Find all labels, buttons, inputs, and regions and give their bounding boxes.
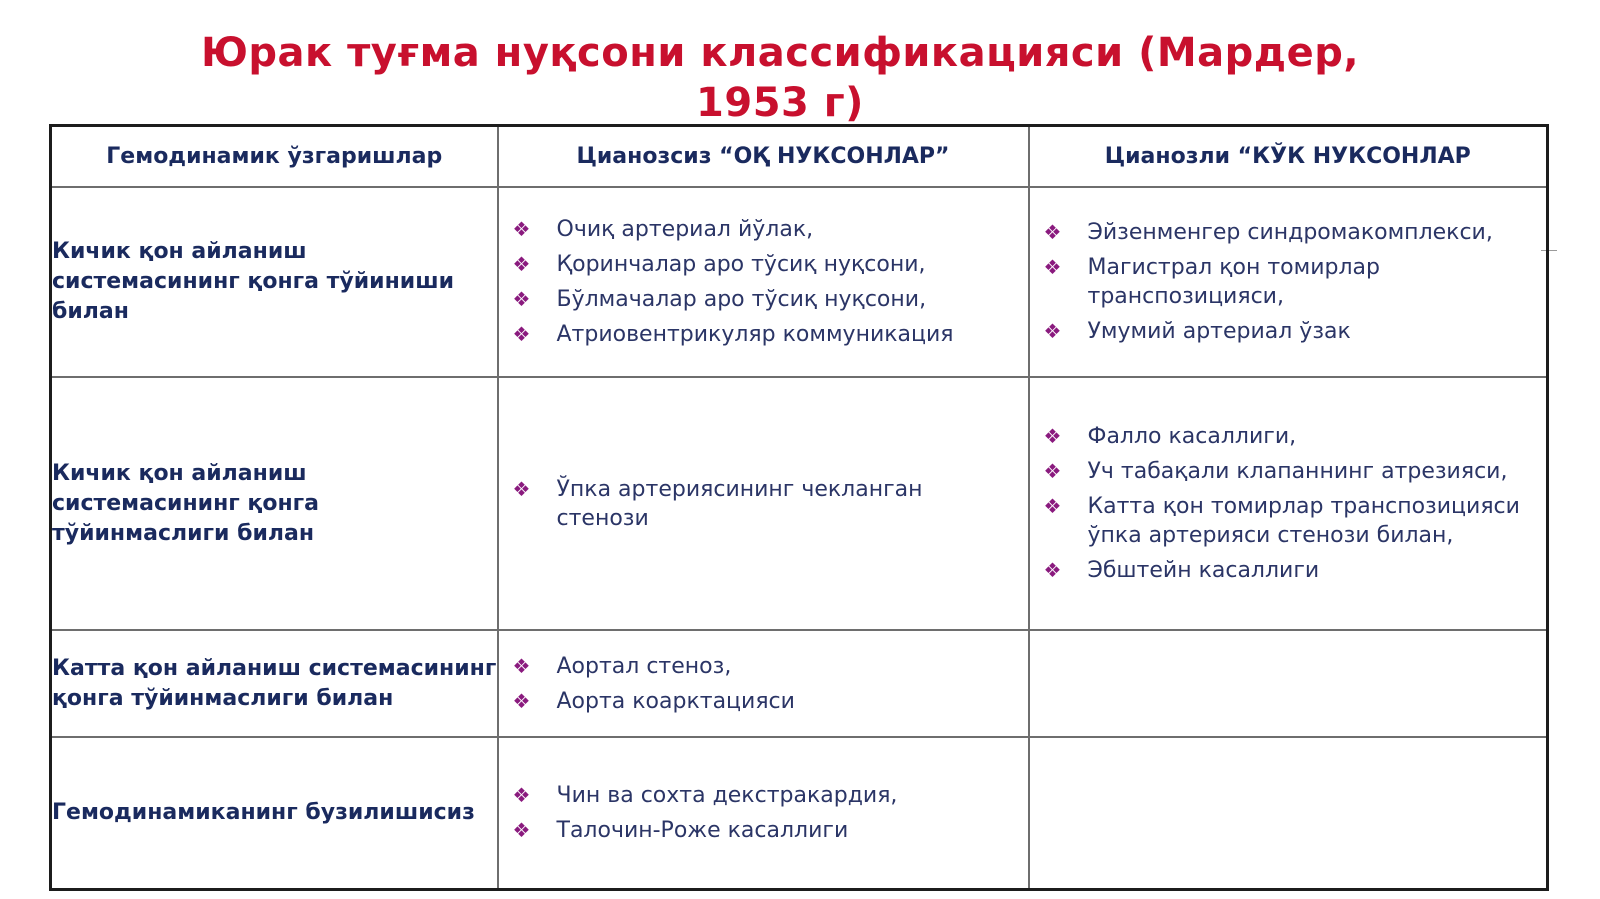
classification-table bbox=[49, 124, 1549, 891]
list-item-text: Очиқ артериал йўлак, bbox=[556, 217, 814, 243]
list-item bbox=[499, 250, 1014, 279]
header-cyanotic: Цианозли “КЎК НУКСОНЛАР bbox=[1029, 126, 1548, 188]
acyanotic-list bbox=[499, 475, 1028, 533]
list-item-text: Аортал стеноз, bbox=[556, 653, 732, 679]
list-item-text: Эбштейн касаллиги bbox=[1087, 558, 1320, 584]
acyanotic-list bbox=[499, 781, 1028, 845]
diamond-bullet-icon: ❖ bbox=[512, 476, 531, 501]
list-item-text: Қоринчалар аро тўсиқ нуқсони, bbox=[556, 252, 926, 278]
list-item bbox=[1030, 253, 1533, 311]
diamond-bullet-icon: ❖ bbox=[1043, 494, 1062, 519]
acyanotic-list bbox=[499, 215, 1028, 349]
cyanotic-cell bbox=[1029, 377, 1548, 630]
diamond-bullet-icon: ❖ bbox=[512, 252, 531, 277]
table-header-row bbox=[51, 126, 1548, 188]
cyanotic-cell bbox=[1029, 737, 1548, 890]
diamond-bullet-icon: ❖ bbox=[512, 217, 531, 242]
list-item-text: Магистрал қон томирлар транспозицияси, bbox=[1087, 255, 1380, 310]
diamond-bullet-icon: ❖ bbox=[1043, 220, 1062, 245]
acyanotic-cell bbox=[498, 377, 1029, 630]
acyanotic-list bbox=[499, 652, 1028, 716]
header-hemodynamic: Гемодинамик ўзгаришлар bbox=[51, 126, 498, 188]
acyanotic-cell bbox=[498, 187, 1029, 377]
row-label: Гемодинамиканинг бузилишисиз bbox=[51, 737, 498, 890]
table-row bbox=[51, 737, 1548, 890]
list-item bbox=[1030, 218, 1533, 247]
list-item bbox=[499, 652, 1014, 681]
acyanotic-cell bbox=[498, 630, 1029, 737]
list-item bbox=[499, 781, 1014, 810]
list-item bbox=[1030, 556, 1533, 585]
list-item bbox=[499, 285, 1014, 314]
list-item bbox=[499, 687, 1014, 716]
list-item bbox=[499, 475, 1014, 533]
list-item-text: Аорта коарктацияси bbox=[556, 688, 795, 714]
list-item-text: Талочин-Роже касаллиги bbox=[556, 817, 849, 843]
row-label: Кичик қон айланиш системасининг қонга тўйинмаслиги билан bbox=[51, 377, 498, 630]
list-item-text: Бўлмачалар аро тўсиқ нуқсони, bbox=[556, 287, 927, 313]
table-row bbox=[51, 187, 1548, 377]
cyanotic-cell bbox=[1029, 187, 1548, 377]
list-item-text: Умумий артериал ўзак bbox=[1087, 319, 1351, 345]
row-label: Кичик қон айланиш системасининг қонга тўйиниши билан bbox=[51, 187, 498, 377]
row-label: Катта қон айланиш системасининг қонга тўйинмаслиги билан bbox=[51, 630, 498, 737]
slide-title bbox=[120, 28, 1440, 128]
list-item bbox=[499, 320, 1014, 349]
list-item-text: Эйзенменгер синдромакомплекси, bbox=[1087, 220, 1493, 246]
list-item-text: Фалло касаллиги, bbox=[1087, 424, 1297, 450]
diamond-bullet-icon: ❖ bbox=[1043, 558, 1062, 583]
list-item-text: Уч табақали клапаннинг атрезияси, bbox=[1087, 459, 1508, 485]
list-item-text: Чин ва сохта декстракардия, bbox=[556, 782, 898, 808]
diamond-bullet-icon: ❖ bbox=[512, 688, 531, 713]
table-row bbox=[51, 630, 1548, 737]
list-item bbox=[1030, 422, 1533, 451]
cyanotic-list bbox=[1030, 422, 1547, 585]
acyanotic-cell bbox=[498, 737, 1029, 890]
title-line-2: 1953 г) bbox=[696, 80, 864, 126]
list-item-text: Ўпка артериясининг чекланган стенози bbox=[556, 476, 923, 531]
list-item bbox=[1030, 492, 1533, 550]
title-line-1: Юрак туғма нуқсони классификацияси (Мардер, bbox=[200, 30, 1360, 76]
diamond-bullet-icon: ❖ bbox=[1043, 319, 1062, 344]
list-item-text: Катта қон томирлар транспозицияси ўпка артерияси стенози билан, bbox=[1087, 494, 1520, 549]
list-item bbox=[499, 816, 1014, 845]
diamond-bullet-icon: ❖ bbox=[512, 653, 531, 678]
diamond-bullet-icon: ❖ bbox=[512, 287, 531, 312]
diamond-bullet-icon: ❖ bbox=[1043, 459, 1062, 484]
cyanotic-cell bbox=[1029, 630, 1548, 737]
diamond-bullet-icon: ❖ bbox=[512, 782, 531, 807]
list-item bbox=[1030, 457, 1533, 486]
diamond-bullet-icon: ❖ bbox=[512, 817, 531, 842]
diamond-bullet-icon: ❖ bbox=[1043, 255, 1062, 280]
header-acyanotic: Цианозсиз “ОҚ НУКСОНЛАР” bbox=[498, 126, 1029, 188]
cyanotic-list bbox=[1030, 218, 1547, 346]
diamond-bullet-icon: ❖ bbox=[512, 322, 531, 347]
list-item-text: Атриовентрикуляр коммуникация bbox=[556, 322, 954, 348]
diamond-bullet-icon: ❖ bbox=[1043, 424, 1062, 449]
table-row bbox=[51, 377, 1548, 630]
list-item bbox=[499, 215, 1014, 244]
list-item bbox=[1030, 317, 1533, 346]
